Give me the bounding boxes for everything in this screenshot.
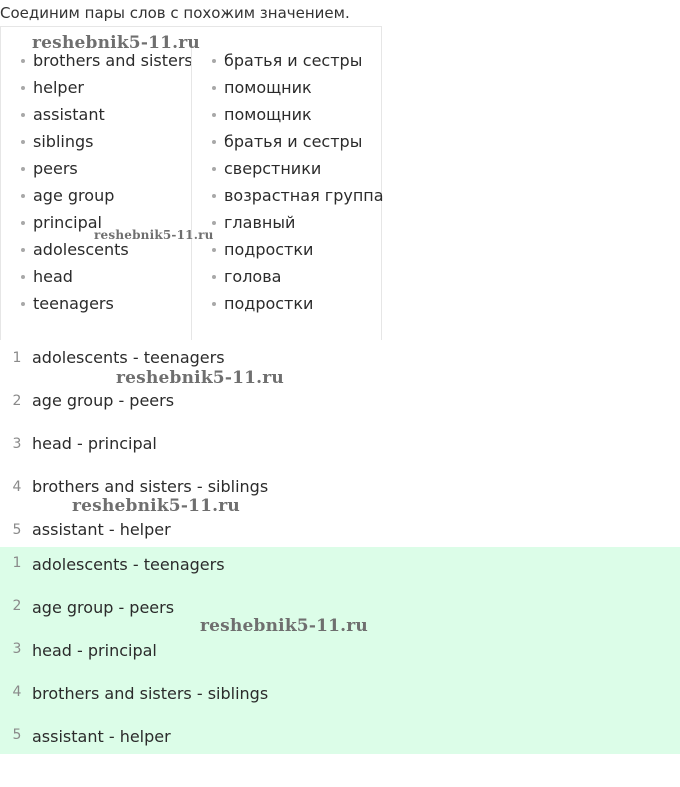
bullet-icon <box>21 140 25 144</box>
answer-row <box>0 676 680 719</box>
answer-text: head - principal <box>32 641 157 660</box>
bullet-icon <box>21 167 25 171</box>
bullet-icon <box>212 113 216 117</box>
answer-number: 4 <box>12 479 22 495</box>
answer-text: head - principal <box>32 434 157 453</box>
word-pairs-table <box>0 26 382 340</box>
english-word: head <box>21 263 191 290</box>
answer-number: 3 <box>12 641 22 657</box>
russian-word: подростки <box>212 236 381 263</box>
bullet-icon <box>212 59 216 63</box>
bullet-icon <box>21 113 25 117</box>
watermark: reshebnik5-11.ru <box>200 616 368 636</box>
bullet-icon <box>21 59 25 63</box>
english-word: peers <box>21 155 191 182</box>
russian-word: братья и сестры <box>212 128 381 155</box>
watermark: reshebnik5-11.ru <box>94 228 214 242</box>
english-word: age group <box>21 182 191 209</box>
bullet-icon <box>21 248 25 252</box>
answer-row <box>0 547 680 590</box>
answer-row <box>0 719 680 762</box>
watermark: reshebnik5-11.ru <box>32 33 200 53</box>
english-word: adolescents <box>21 236 191 263</box>
answer-text: brothers and sisters - siblings <box>32 477 269 496</box>
answer-list <box>0 347 680 562</box>
english-word: helper <box>21 74 191 101</box>
answer-number: 2 <box>12 598 22 614</box>
watermark: reshebnik5-11.ru <box>116 368 284 388</box>
bullet-icon <box>212 275 216 279</box>
answer-number: 1 <box>12 350 22 366</box>
bullet-icon <box>212 140 216 144</box>
answer-text: assistant - helper <box>32 520 171 539</box>
answer-text: assistant - helper <box>32 727 171 746</box>
russian-word: голова <box>212 263 381 290</box>
english-word: assistant <box>21 101 191 128</box>
bullet-icon <box>212 194 216 198</box>
english-word: siblings <box>21 128 191 155</box>
bullet-icon <box>212 221 216 225</box>
watermark: reshebnik5-11.ru <box>72 496 240 516</box>
bullet-icon <box>212 248 216 252</box>
highlighted-answer-list <box>0 547 680 754</box>
answer-row <box>0 433 680 476</box>
answer-text: age group - peers <box>32 598 175 617</box>
answer-number: 5 <box>12 522 22 538</box>
russian-word: помощник <box>212 74 381 101</box>
answer-text: brothers and sisters - siblings <box>32 684 269 703</box>
english-word: principal <box>21 209 191 236</box>
english-word: teenagers <box>21 290 191 317</box>
answer-row <box>0 390 680 433</box>
answer-number: 3 <box>12 436 22 452</box>
answer-row <box>0 633 680 676</box>
russian-word: сверстники <box>212 155 381 182</box>
bullet-icon <box>21 86 25 90</box>
bullet-icon <box>21 221 25 225</box>
exercise-instruction: Соединим пары слов с похожим значением. <box>0 4 350 22</box>
russian-word: подростки <box>212 290 381 317</box>
english-column <box>21 47 191 317</box>
answer-text: adolescents - teenagers <box>32 555 225 574</box>
russian-word: возрастная группа <box>212 182 381 209</box>
answer-text: adolescents - teenagers <box>32 348 225 367</box>
english-word: brothers and sisters <box>21 47 191 74</box>
answer-number: 4 <box>12 684 22 700</box>
bullet-icon <box>21 275 25 279</box>
bullet-icon <box>212 302 216 306</box>
bullet-icon <box>212 86 216 90</box>
bullet-icon <box>21 302 25 306</box>
answer-row <box>0 347 680 390</box>
bullet-icon <box>212 167 216 171</box>
answer-number: 1 <box>12 555 22 571</box>
bullet-icon <box>21 194 25 198</box>
russian-word: помощник <box>212 101 381 128</box>
answer-number: 5 <box>12 727 22 743</box>
answer-number: 2 <box>12 393 22 409</box>
answer-text: age group - peers <box>32 391 175 410</box>
russian-word: главный <box>212 209 381 236</box>
russian-column <box>191 47 384 340</box>
russian-word: братья и сестры <box>212 47 381 74</box>
